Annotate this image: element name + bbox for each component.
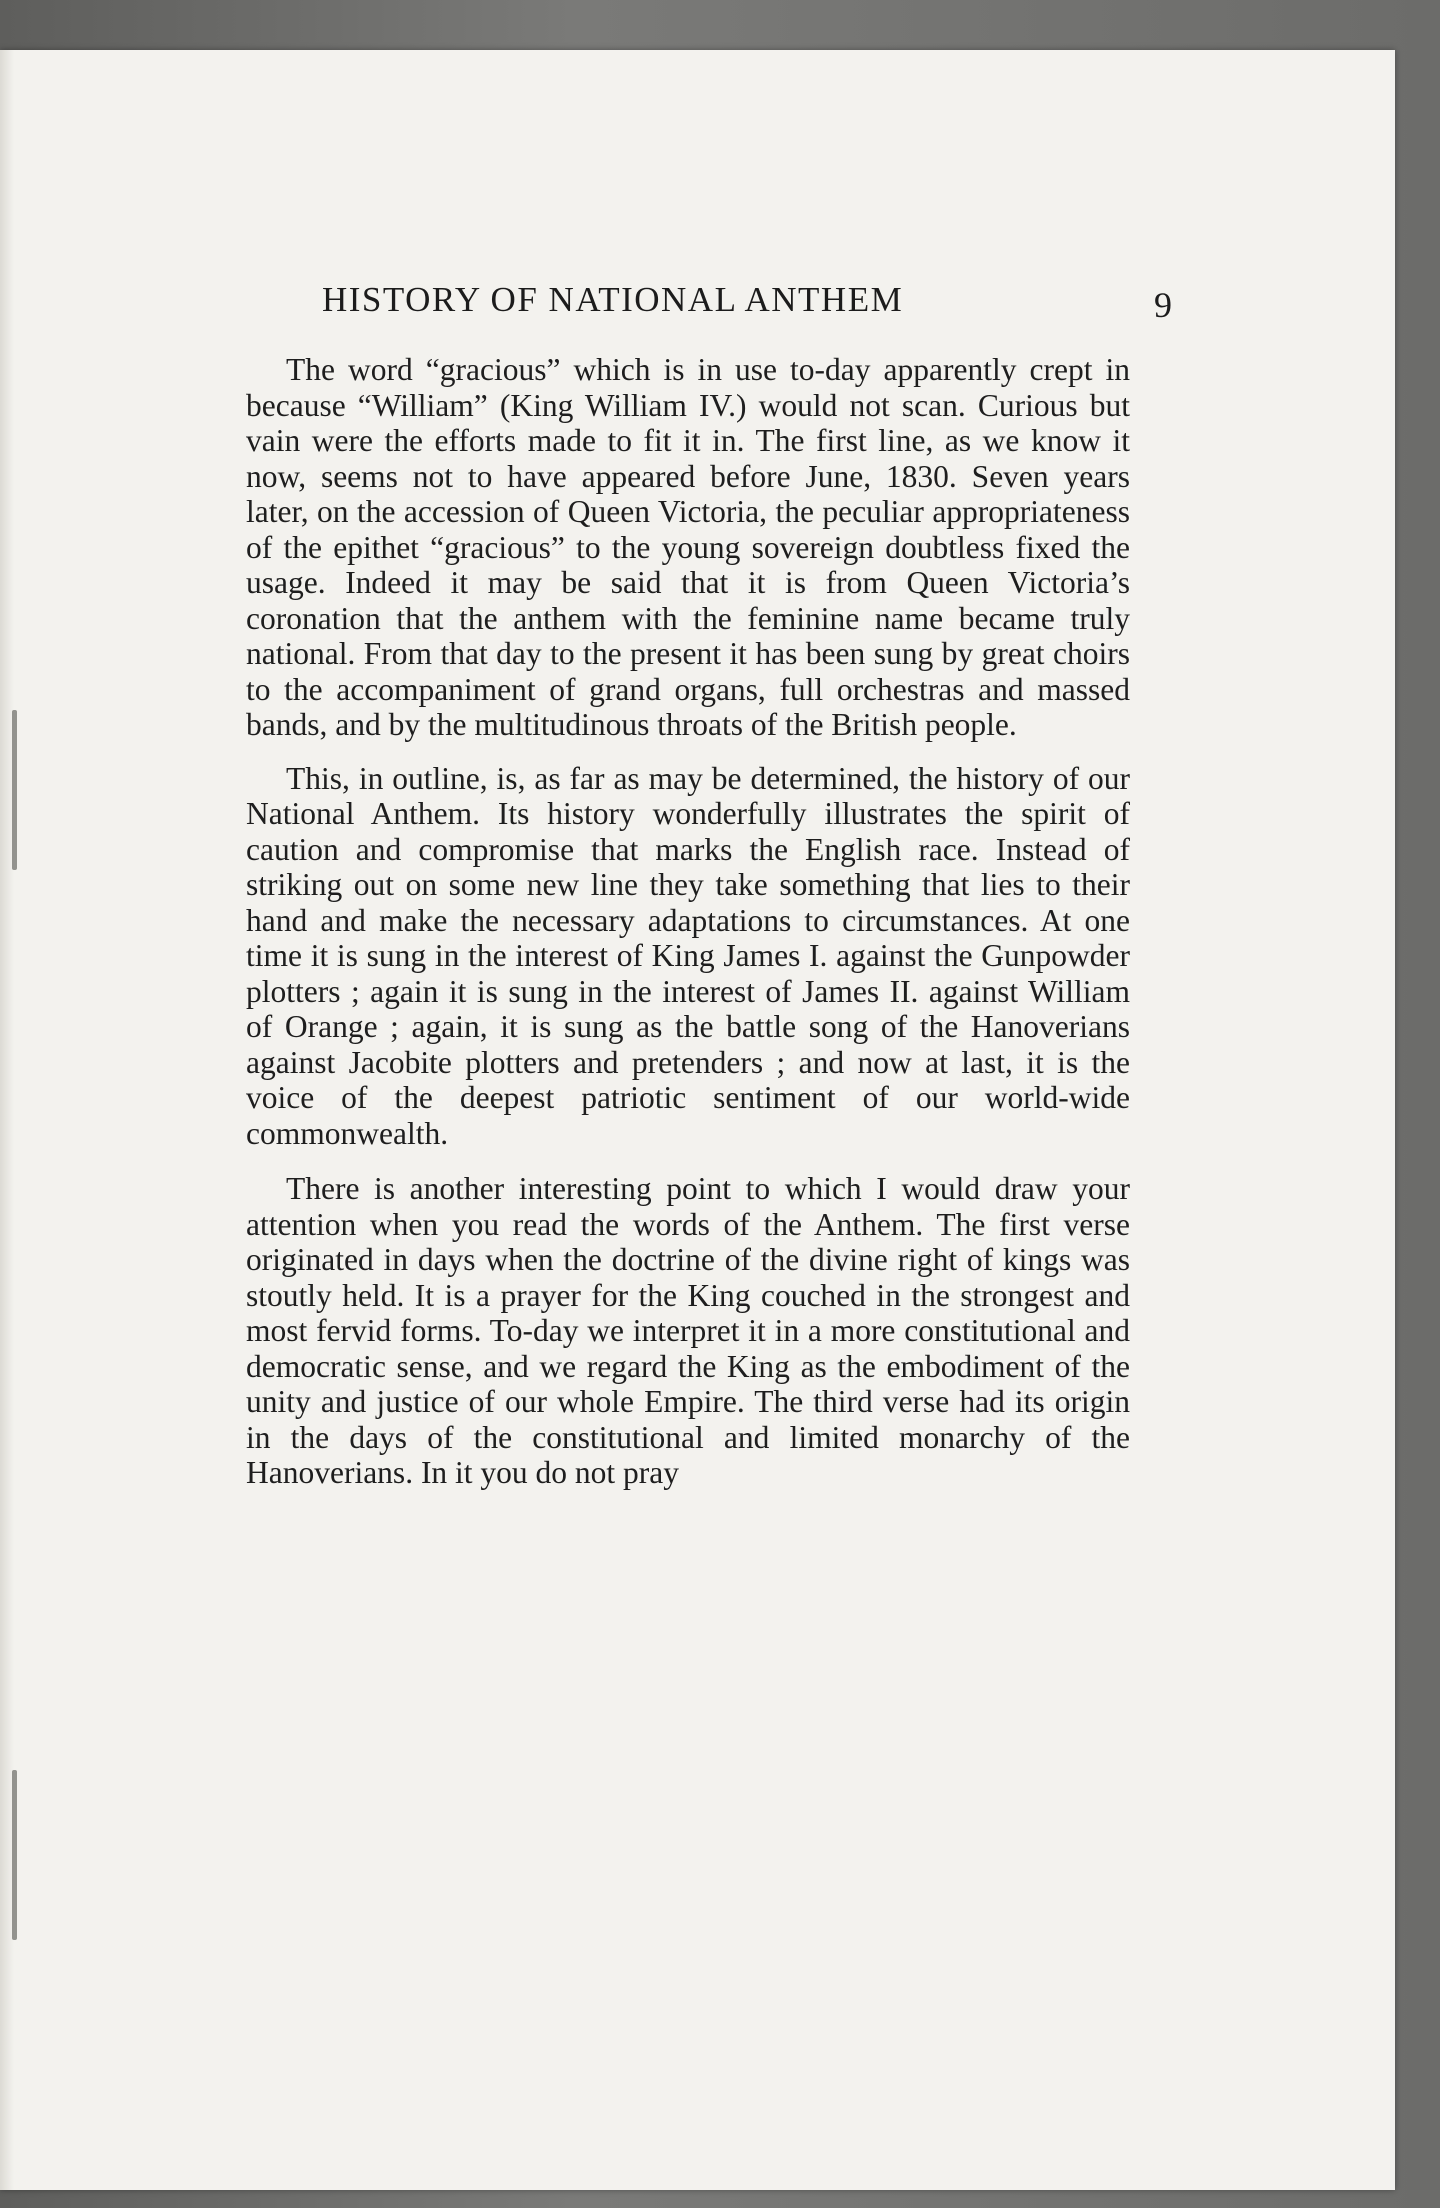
running-title: HISTORY OF NATIONAL ANTHEM [322, 280, 904, 319]
binding-mark [12, 710, 17, 870]
body-text [246, 352, 1130, 1509]
page-number: 9 [1154, 285, 1172, 325]
paragraph-3: There is another interesting point to which I would draw your attention when you read the words of the Anthem. The first verse originated in days when the doctrine of the divine right of kings was stoutly held. It is a prayer for the King couched in the strongest and most fervid forms. To-day we interpret it in a more constitutional and democratic sense, and we regard the King as the embodiment of the unity and justice of our whole Empire. The third verse had its origin in the days of the constitutional and limited monarchy of the Hanoverians. In it you do not pray [246, 1171, 1130, 1490]
paragraph-2: This, in outline, is, as far as may be determined, the history of our National Anthem. Its history wonderfully illustrates the spirit of caution and compromise that marks the English race. Instead of striking out on some new line they take something that lies to their hand and make the necessary adaptations to circumstances. At one time it is sung in the interest of King James I. against the Gunpowder plotters ; again it is sung in the interest of James II. against William of Orange ; again, it is sung as the battle song of the Hanoverians against Jacobite plotters and pretenders ; and now at last, it is the voice of the deepest patriotic sentiment of our world-wide commonwealth. [246, 760, 1130, 1151]
running-head [322, 280, 1172, 330]
paragraph-1: The word “gracious” which is in use to-day apparently crept in because “William” (King William IV.) would not scan. Curious but vain were the efforts made to fit it in. The first line, as we know it now, seems not to have appeared before June, 1830. Seven years later, on the accession of Queen Victoria, the peculiar appropriateness of the epithet “gracious” to the young sovereign doubtless fixed the usage. Indeed it may be said that it is from Queen Victoria’s coronation that the anthem with the feminine name became truly national. From that day to the present it has been sung by great choirs to the accompaniment of grand organs, full orchestras and massed bands, and by the multitudinous throats of the British people. [246, 352, 1130, 742]
binding-mark [12, 1770, 17, 1940]
